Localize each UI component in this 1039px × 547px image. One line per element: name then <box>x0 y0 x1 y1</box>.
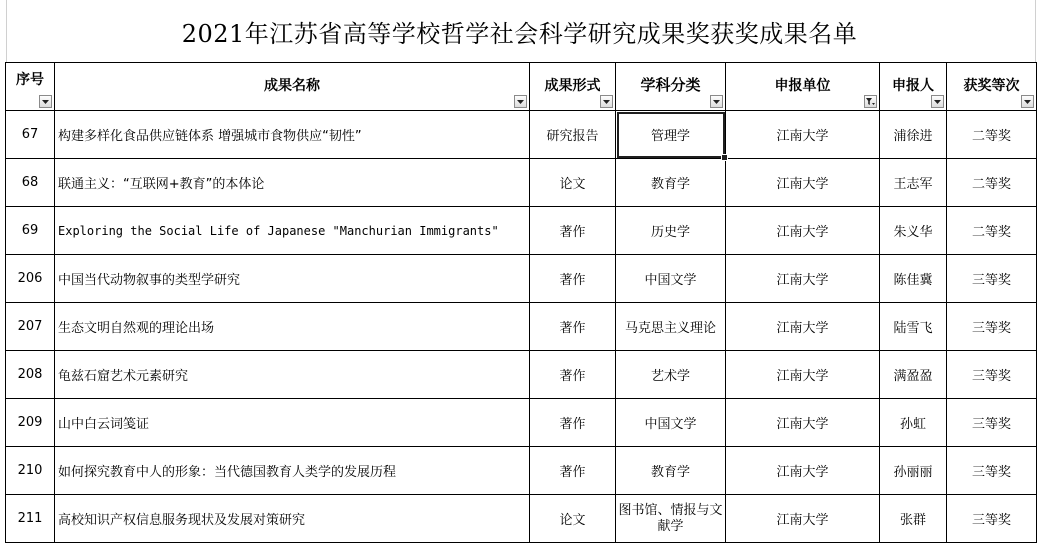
table-row <box>6 447 1037 495</box>
cell-subject[interactable]: 艺术学 <box>616 351 726 399</box>
header-name[interactable] <box>55 63 530 111</box>
cell-form[interactable]: 著作 <box>530 303 616 351</box>
cell-applicant[interactable]: 浦徐进 <box>880 111 947 159</box>
cell-form[interactable]: 著作 <box>530 255 616 303</box>
table-row <box>6 255 1037 303</box>
dropdown-arrow-icon[interactable] <box>600 95 613 108</box>
cell-applicant[interactable]: 孙虹 <box>880 399 947 447</box>
cell-seq[interactable]: 211 <box>6 495 55 543</box>
cell-award[interactable]: 三等奖 <box>947 351 1037 399</box>
cell-name[interactable]: 构建多样化食品供应链体系 增强城市食物供应“韧性” <box>55 111 530 159</box>
cell-applicant[interactable]: 朱义华 <box>880 207 947 255</box>
cell-award[interactable]: 三等奖 <box>947 255 1037 303</box>
cell-seq[interactable]: 206 <box>6 255 55 303</box>
cell-subject[interactable]: 图书馆、情报与文献学 <box>616 495 726 543</box>
cell-seq[interactable]: 210 <box>6 447 55 495</box>
sheet-title: 2021年江苏省高等学校哲学社会科学研究成果奖获奖成果名单 <box>181 19 858 48</box>
cell-seq[interactable]: 67 <box>6 111 55 159</box>
header-award[interactable] <box>947 63 1037 111</box>
cell-applicant[interactable]: 陆雪飞 <box>880 303 947 351</box>
table-row <box>6 111 1037 159</box>
cell-award[interactable]: 二等奖 <box>947 207 1037 255</box>
cell-seq[interactable]: 208 <box>6 351 55 399</box>
dropdown-arrow-icon[interactable] <box>710 95 723 108</box>
cell-unit[interactable]: 江南大学 <box>726 303 880 351</box>
funnel-filter-icon[interactable] <box>864 95 877 108</box>
cell-subject[interactable]: 中国文学 <box>616 399 726 447</box>
header-name-label: 成果名称 <box>264 77 320 94</box>
cell-award[interactable]: 三等奖 <box>947 495 1037 543</box>
results-table <box>5 62 1037 543</box>
cell-seq[interactable]: 207 <box>6 303 55 351</box>
cell-applicant[interactable]: 张群 <box>880 495 947 543</box>
dropdown-arrow-icon[interactable] <box>514 95 527 108</box>
cell-unit[interactable]: 江南大学 <box>726 207 880 255</box>
header-form[interactable] <box>530 63 616 111</box>
cell-name[interactable]: Exploring the Social Life of Japanese "Manchurian Immigrants" <box>55 207 530 255</box>
dropdown-arrow-icon[interactable] <box>1021 95 1034 108</box>
selection-fill-handle[interactable] <box>721 154 728 161</box>
cell-unit[interactable]: 江南大学 <box>726 447 880 495</box>
cell-form[interactable]: 著作 <box>530 207 616 255</box>
header-subject[interactable] <box>616 63 726 111</box>
cell-subject[interactable]: 教育学 <box>616 447 726 495</box>
cell-form[interactable]: 论文 <box>530 159 616 207</box>
cell-form[interactable]: 研究报告 <box>530 111 616 159</box>
cell-name[interactable]: 龟兹石窟艺术元素研究 <box>55 351 530 399</box>
cell-name[interactable]: 中国当代动物叙事的类型学研究 <box>55 255 530 303</box>
cell-applicant[interactable]: 陈佳冀 <box>880 255 947 303</box>
cell-unit[interactable]: 江南大学 <box>726 351 880 399</box>
cell-unit[interactable]: 江南大学 <box>726 159 880 207</box>
cell-award[interactable]: 三等奖 <box>947 447 1037 495</box>
table-row <box>6 495 1037 543</box>
cell-subject-selected[interactable]: 管理学 <box>616 111 726 159</box>
gridline-left <box>0 0 7 62</box>
cell-award[interactable]: 二等奖 <box>947 159 1037 207</box>
cell-subject[interactable]: 中国文学 <box>616 255 726 303</box>
cell-award[interactable]: 二等奖 <box>947 111 1037 159</box>
header-unit-label: 申报单位 <box>774 77 831 94</box>
dropdown-arrow-icon[interactable] <box>39 95 52 108</box>
sheet-title-cell[interactable] <box>0 0 1039 62</box>
cell-name[interactable]: 山中白云词笺证 <box>55 399 530 447</box>
cell-applicant[interactable]: 王志军 <box>880 159 947 207</box>
cell-seq[interactable]: 68 <box>6 159 55 207</box>
header-row <box>6 63 1037 111</box>
table-row <box>6 351 1037 399</box>
gridline-right <box>1035 0 1039 62</box>
cell-applicant[interactable]: 孙丽丽 <box>880 447 947 495</box>
header-form-label: 成果形式 <box>544 77 601 94</box>
header-applicant-label: 申报人 <box>892 77 934 94</box>
cell-award[interactable]: 三等奖 <box>947 303 1037 351</box>
cell-form[interactable]: 著作 <box>530 351 616 399</box>
cell-form[interactable]: 著作 <box>530 447 616 495</box>
header-seq-label: 序号 <box>16 71 44 88</box>
cell-subject[interactable]: 马克思主义理论 <box>616 303 726 351</box>
cell-form[interactable]: 论文 <box>530 495 616 543</box>
cell-subject[interactable]: 历史学 <box>616 207 726 255</box>
cell-seq[interactable]: 69 <box>6 207 55 255</box>
cell-name[interactable]: 生态文明自然观的理论出场 <box>55 303 530 351</box>
dropdown-arrow-icon[interactable] <box>931 95 944 108</box>
header-award-label: 获奖等次 <box>963 77 1020 94</box>
cell-unit[interactable]: 江南大学 <box>726 111 880 159</box>
header-unit[interactable] <box>726 63 880 111</box>
cell-name[interactable]: 联通主义：“互联网+教育”的本体论 <box>55 159 530 207</box>
cell-unit[interactable]: 江南大学 <box>726 495 880 543</box>
header-seq[interactable] <box>6 63 55 111</box>
header-applicant[interactable] <box>880 63 947 111</box>
cell-subject[interactable]: 教育学 <box>616 159 726 207</box>
cell-unit[interactable]: 江南大学 <box>726 399 880 447</box>
header-subject-label: 学科分类 <box>640 76 701 94</box>
cell-award[interactable]: 三等奖 <box>947 399 1037 447</box>
table-row <box>6 303 1037 351</box>
cell-name[interactable]: 如何探究教育中人的形象：当代德国教育人类学的发展历程 <box>55 447 530 495</box>
cell-name[interactable]: 高校知识产权信息服务现状及发展对策研究 <box>55 495 530 543</box>
cell-form[interactable]: 著作 <box>530 399 616 447</box>
cell-seq[interactable]: 209 <box>6 399 55 447</box>
table-row <box>6 207 1037 255</box>
table-row <box>6 159 1037 207</box>
table-row <box>6 399 1037 447</box>
cell-applicant[interactable]: 满盈盈 <box>880 351 947 399</box>
cell-unit[interactable]: 江南大学 <box>726 255 880 303</box>
